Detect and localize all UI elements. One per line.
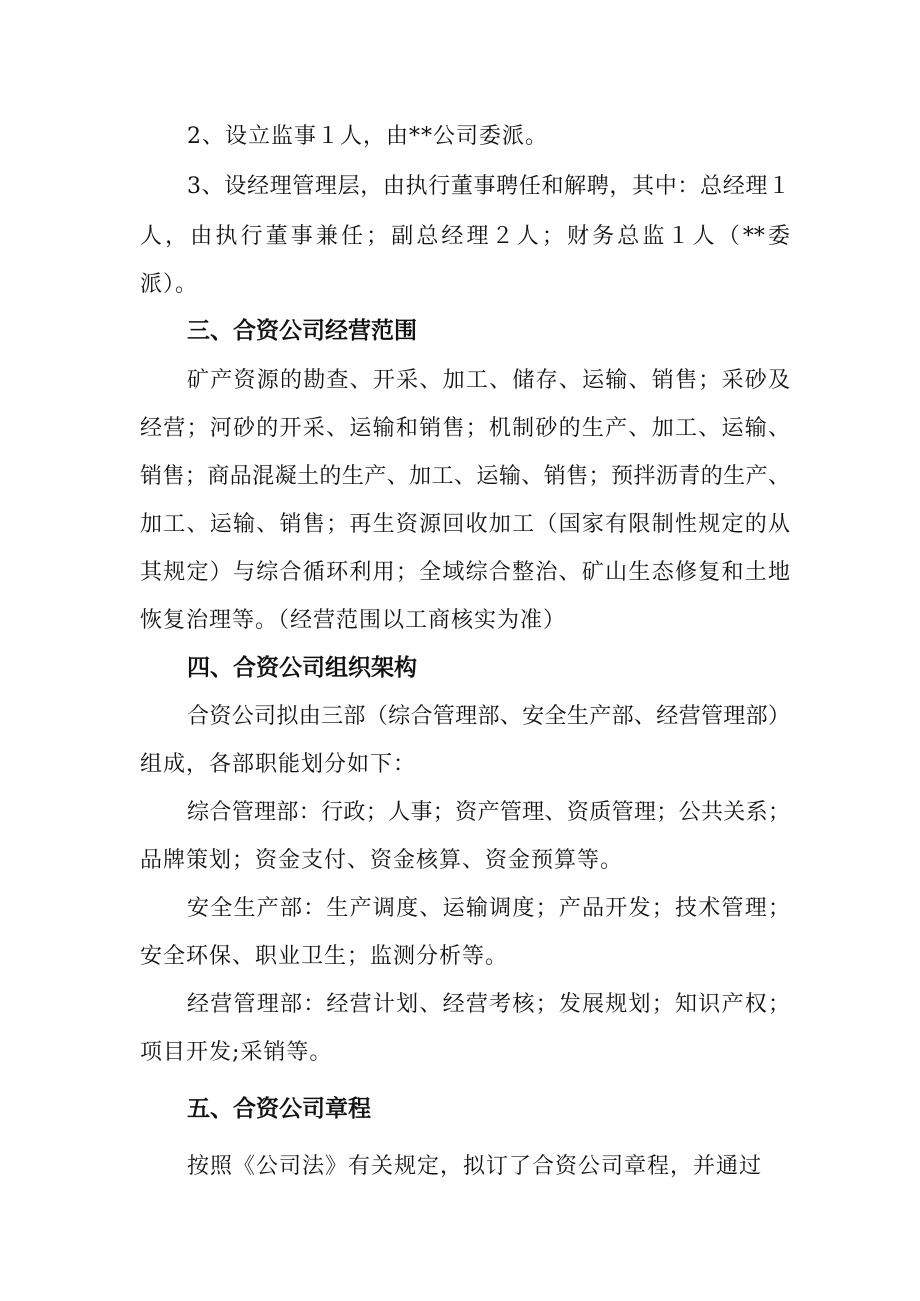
text-line: 按照《公司法》有关规定，拟订了合资公司章程，并通过 — [187, 1154, 763, 1179]
text-line: 3、设经理管理层，由执行董事聘任和解聘，其中：总经理１ — [187, 174, 790, 199]
section-heading: 三、合资公司经营范围 — [187, 318, 417, 344]
text-line: 安全环保、职业卫生；监测分析等。 — [140, 944, 509, 969]
text-line: 经营管理部：经营计划、经营考核；发展规划；知识产权； — [187, 992, 790, 1017]
text-line: 其规定）与综合循环利用；全域综合整治、矿山生态修复和土地 — [140, 560, 790, 585]
text-line: 2、设立监事１人，由**公司委派。 — [187, 124, 548, 149]
text-line: 经营；河砂的开采、运输和销售；机制砂的生产、加工、运输、 — [140, 416, 790, 441]
section-heading: 四、合资公司组织架构 — [187, 655, 417, 681]
text-line: 加工、运输、销售；再生资源回收加工（国家有限制性规定的从 — [140, 512, 790, 537]
text-line: 合资公司拟由三部（综合管理部、安全生产部、经营管理部） — [187, 704, 790, 729]
text-line: 恢复治理等。（经营范围以工商核实为准） — [140, 608, 567, 633]
text-line: 派）。 — [140, 272, 199, 297]
text-line: 销售；商品混凝土的生产、加工、运输、销售；预拌沥青的生产、 — [140, 464, 790, 489]
text-line: 品牌策划；资金支付、资金核算、资金预算等。 — [140, 848, 624, 873]
text-line: 组成，各部职能划分如下： — [140, 752, 417, 777]
text-line: 矿产资源的勘查、开采、加工、储存、运输、销售；采砂及 — [187, 368, 790, 393]
section-heading: 五、合资公司章程 — [187, 1096, 371, 1122]
text-line: 综合管理部：行政；人事；资产管理、资质管理；公共关系； — [187, 800, 790, 825]
text-line: 人，由执行董事兼任；副总经理２人；财务总监１人（**委 — [140, 224, 790, 249]
text-line: 安全生产部：生产调度、运输调度；产品开发；技术管理； — [187, 896, 790, 921]
text-line: 项目开发;采销等。 — [140, 1040, 333, 1065]
